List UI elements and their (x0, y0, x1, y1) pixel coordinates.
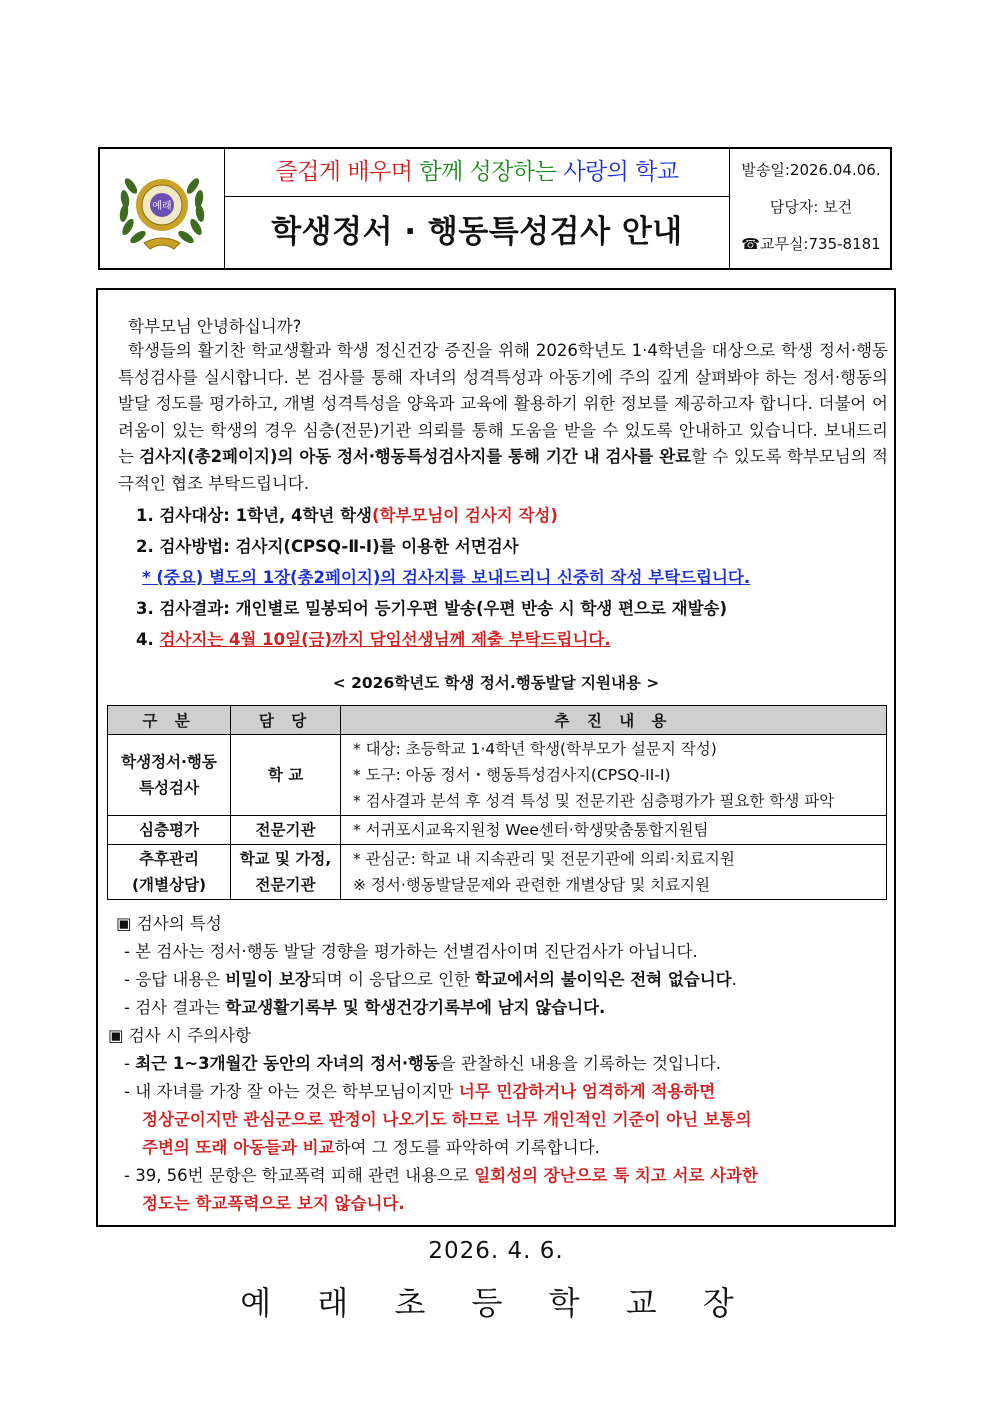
greeting: 학부모님 안녕하십니까? (128, 317, 302, 336)
school-emblem-icon (100, 149, 224, 268)
school-motto: 즐겁게 배우며 함께 성장하는 사랑의 학교 (225, 149, 729, 197)
item-deadline: 4. 검사지는 4월 10일(금)까지 담임선생님께 제출 부탁드립니다. (136, 630, 611, 649)
support-table (107, 705, 887, 900)
table-row: 심층평가 전문기관 * 서귀포시교육지원청 Wee센터‧학생맞춤통합지원팀 (108, 816, 887, 845)
col-header-category: 구 분 (108, 706, 231, 735)
item-method: 2. 검사방법: 검사지(CPSQ-Ⅱ-Ⅰ)를 이용한 서면검사 (136, 537, 519, 556)
svg-text:예래: 예래 (152, 201, 172, 212)
letter-body (96, 288, 896, 1227)
test-characteristics: ▣ 검사의 특성 - 본 검사는 정서‧행동 발달 경향을 평가하는 선별검사이며 진단검사가 아닙니다. - 응답 내용은 비밀이 보장되며 이 응답으로 인한 학교에서의 불이익은 전혀 없습니다. - 검사 결과는 학교생활기록부 및 학생건강기록부에 남지 않습니다. (116, 910, 737, 1022)
table-row: 추후관리 (개별상담) 학교 및 가정, 전문기관 * 관심군: 학교 내 지속관리 및 전문기관에 의뢰‧치료지원 ※ 정서‧행동발달문제와 관련한 개별상담 및 치료지원 (108, 845, 887, 900)
section-title: ▣ 검사 시 주의사항 (108, 1026, 251, 1045)
document-meta (730, 149, 892, 268)
contact-person: 담당자: 보건 (769, 198, 853, 216)
intro-paragraph: 학생들의 활기찬 학교생활과 학생 정신건강 증진을 위해 2026학년도 1‧4학년을 대상으로 학생 정서‧행동특성검사를 실시합니다. 본 검사를 통해 자녀의 성격특성과 아동기에 주의 깊게 살펴봐야 하는 정서‧행동의 발달 정도를 평가하고, 개별 성격특성을 양육과 교육에 활용하기 위한 정보를 제공하고자 합니다. 더불어 어려움이 있는 학생의 경우 심층(전문)기관 의뢰를 통해 도움을 받을 수 있도록 안내하고 있습니다. 보내드리는 검사지(총2페이지)의 아동 정서‧행동특성검사지를 통해 기간 내 검사를 완료할 수 있도록 학부모님의 적극적인 협조 부탁드립니다. (118, 341, 889, 493)
item-result: 3. 검사결과: 개인별로 밀봉되어 등기우편 발송(우편 반송 시 학생 편으로 재발송) (136, 599, 727, 618)
school-logo (100, 149, 225, 268)
test-cautions: ▣ 검사 시 주의사항 - 최근 1~3개월간 동안의 자녀의 정서‧행동을 관찰하신 내용을 기록하는 것입니다. - 내 자녀를 가장 잘 아는 것은 학부모님이지만 너무 민감하거나 엄격하게 적용하면 정상군이지만 관심군으로 판정이 나오기도 하므로 너무 개인적인 기준이 아닌 보통의 주변의 또래 아동들과 비교하여 그 정도를 파악하여 기록합니다. - 39, 56번 문항은 학교폭력 피해 관련 내용으로 일회성의 장난으로 툭 치고 서로 사과한 정도는 학교폭력으로 보지 않습니다. (108, 1022, 758, 1218)
letter-header (98, 147, 892, 270)
principal-signature: 예 래 초 등 학 교 장 (240, 1284, 752, 1322)
issue-date: 2026. 4. 6. (428, 1238, 564, 1264)
notice-items (136, 500, 750, 655)
item-target: 1. 검사대상: 1학년, 4학년 학생(학부모님이 검사지 작성) (136, 506, 558, 525)
item-important-note: * (중요) 별도의 1장(총2페이지)의 검사지를 보내드리니 신중히 작성 부탁드립니다. (142, 568, 751, 587)
contact-phone: ☎교무실:735-8181 (741, 235, 881, 253)
document-title: 학생정서 · 행동특성검사 안내 (271, 214, 683, 250)
send-date: 발송일:2026.04.06. (741, 161, 881, 179)
col-header-content: 추 진 내 용 (341, 706, 887, 735)
section-title: ▣ 검사의 특성 (116, 914, 222, 933)
table-row: 학생정서·행동 특성검사 학 교 * 대상: 초등학교 1‧4학년 학생(학부모가 설문지 작성) * 도구: 아동 정서・행동특성검사지(CPSQ-II-Ⅰ) * 검사결과 분석 후 성격 특성 및 전문기관 심층평가가 필요한 학생 파악 (108, 735, 887, 816)
col-header-owner: 담 당 (231, 706, 341, 735)
table-caption: < 2026학년도 학생 정서.행동발달 지원내용 > (332, 674, 660, 692)
